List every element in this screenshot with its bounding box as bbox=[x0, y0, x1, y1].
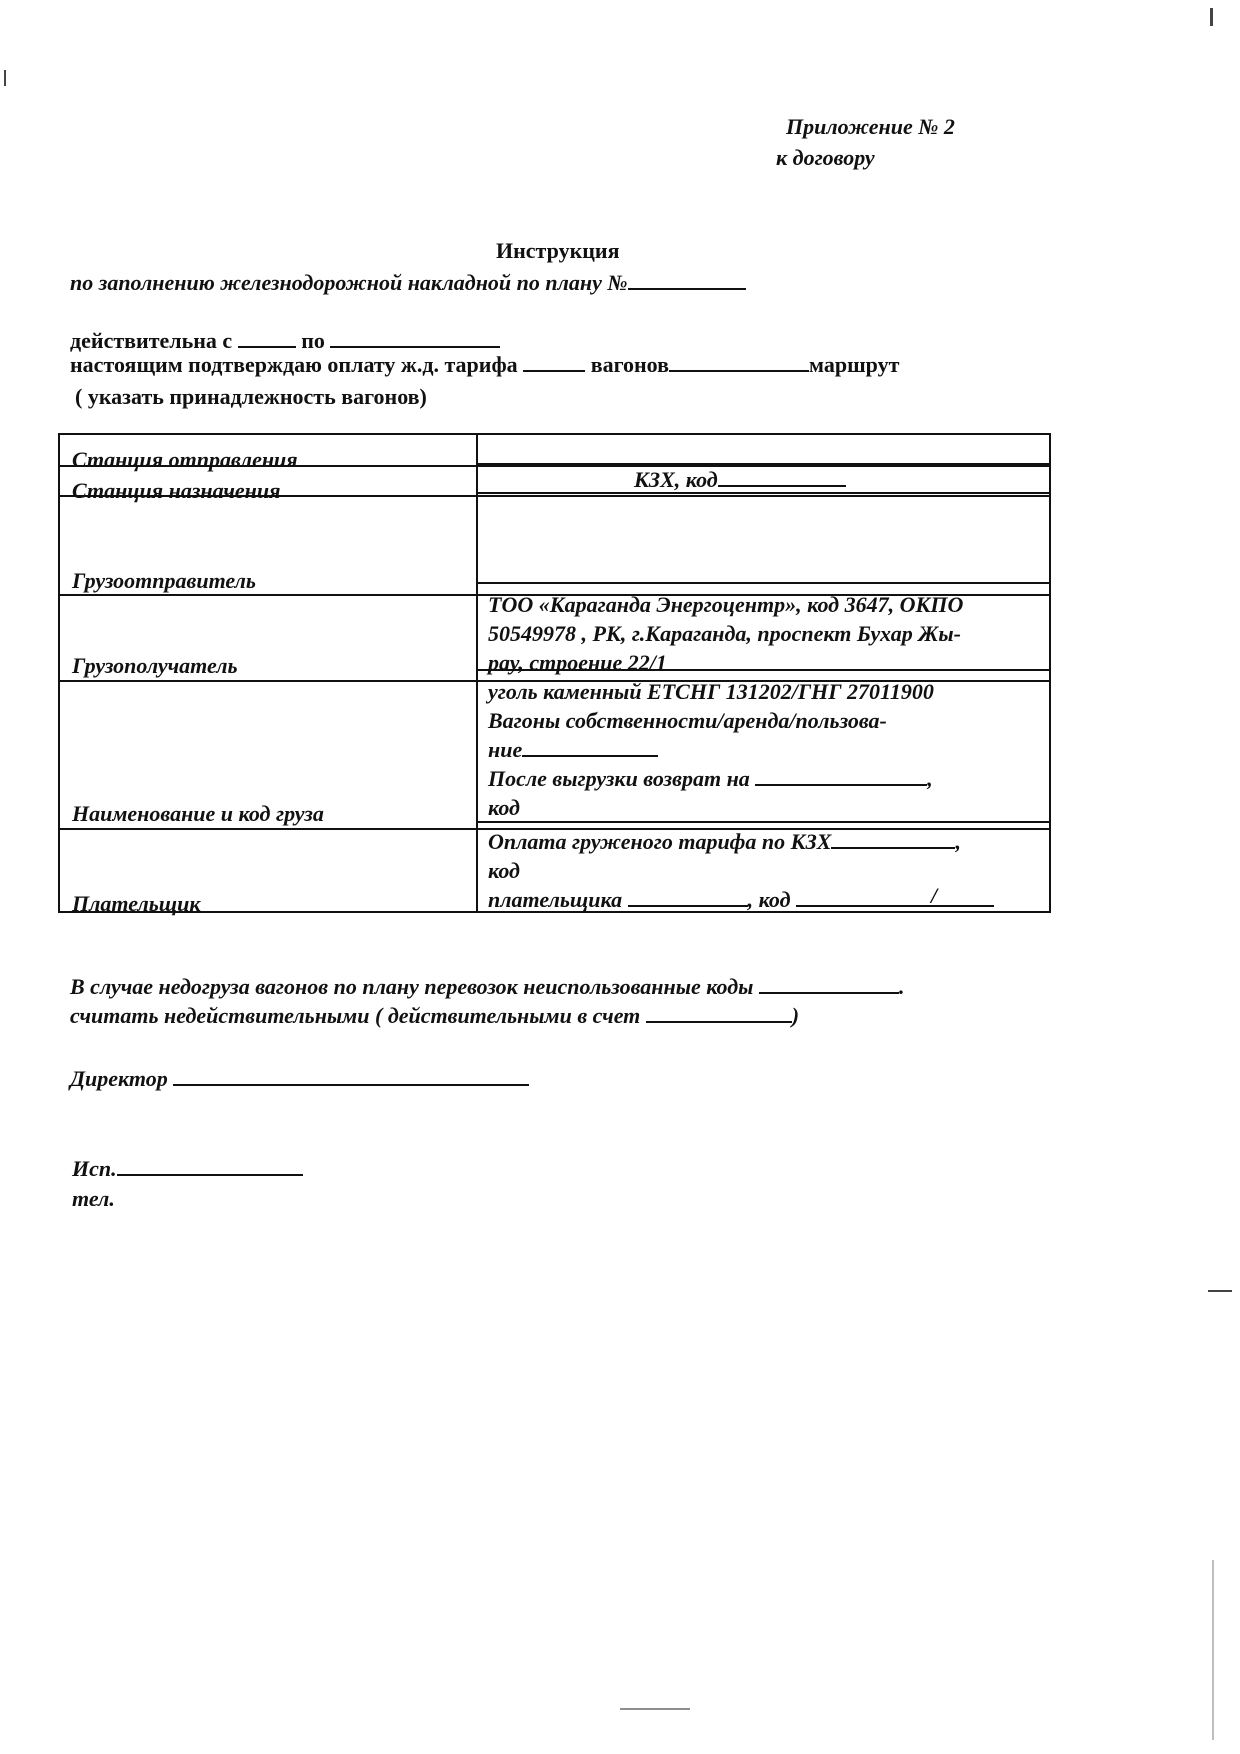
consignee-line: рау, строение 22/1 bbox=[488, 650, 667, 675]
payer-label: плательщика bbox=[488, 887, 623, 912]
payer-value bbox=[488, 827, 994, 914]
return-code-label: код bbox=[488, 795, 520, 820]
specify-note: ( указать принадлежность вагонов) bbox=[75, 384, 427, 409]
row-label-payer: Плательщик bbox=[72, 891, 201, 916]
confirm-label: настоящим подтверждаю оплату ж.д. тарифа bbox=[70, 352, 518, 377]
wagons-label: вагонов bbox=[590, 352, 670, 377]
column-divider bbox=[476, 435, 478, 911]
credit-field[interactable] bbox=[646, 1020, 792, 1023]
destination-station-value bbox=[634, 465, 846, 494]
payer-tariff-field[interactable] bbox=[831, 846, 955, 849]
cargo-line bbox=[488, 735, 934, 764]
valid-to-label: по bbox=[301, 328, 325, 353]
payer-field[interactable] bbox=[628, 904, 748, 907]
director-row bbox=[70, 1066, 529, 1092]
validity-row bbox=[70, 328, 500, 354]
consignee-line: ТОО «Караганда Энергоцентр», код 3647, ОКПО bbox=[488, 592, 964, 617]
cargo-line bbox=[488, 793, 934, 822]
phone-label: тел. bbox=[72, 1186, 115, 1211]
cargo-line: уголь каменный ЕТСНГ 131202/ГНГ 27011900 bbox=[488, 679, 934, 704]
executor-row bbox=[72, 1156, 303, 1182]
appendix-label: Приложение № 2 bbox=[786, 114, 955, 139]
scan-mark bbox=[620, 1708, 690, 1710]
payer-line: Оплата груженого тарифа по КЗХ , bbox=[488, 829, 961, 854]
subtitle-text: по заполнению железнодорожной накладной по плану № bbox=[70, 270, 628, 295]
director-label: Директор bbox=[70, 1066, 168, 1091]
cargo-value bbox=[488, 677, 934, 822]
valid-from-field[interactable] bbox=[238, 345, 296, 348]
valid-from-label: действительна с bbox=[70, 328, 233, 353]
return-station-field[interactable] bbox=[755, 783, 927, 786]
cargo-ownership-suffix: ние bbox=[488, 737, 523, 762]
row-divider-right bbox=[476, 582, 1049, 584]
consignee-value bbox=[488, 590, 963, 677]
tariff-field[interactable] bbox=[523, 369, 585, 372]
confirm-row bbox=[70, 352, 899, 378]
payer-line: код bbox=[488, 858, 520, 883]
document-subtitle bbox=[70, 270, 746, 296]
row-label-cargo: Наименование и код груза bbox=[72, 801, 324, 826]
consignee-line: 50549978 , РК, г.Караганда, проспект Бухар Жы- bbox=[488, 621, 962, 646]
payer-code-label: , код bbox=[747, 887, 791, 912]
director-signature-field[interactable] bbox=[173, 1083, 529, 1086]
destination-code-field[interactable] bbox=[718, 484, 846, 487]
unused-codes-field[interactable] bbox=[759, 991, 899, 994]
cargo-line: После выгрузки возврат на , bbox=[488, 766, 933, 791]
cargo-line: Вагоны собственности/аренда/пользова- bbox=[488, 708, 887, 733]
underload-text-1: В случае недогруза вагонов по плану перевозок неиспользованные коды bbox=[70, 974, 754, 999]
row-label-destination-station: Станция назначения bbox=[72, 478, 281, 503]
scan-mark bbox=[1208, 1290, 1232, 1292]
underload-line-1: В случае недогруза вагонов по плану перевозок неиспользованные коды . bbox=[70, 974, 905, 999]
scan-mark bbox=[1212, 1560, 1214, 1740]
valid-to-field[interactable] bbox=[330, 345, 500, 348]
code-slash: / bbox=[931, 883, 938, 908]
underload-line-2: считать недействительными ( действительными в счет ) bbox=[70, 1003, 800, 1028]
row-label-shipper: Грузоотправитель bbox=[72, 568, 256, 593]
payer-line bbox=[488, 885, 994, 914]
row-label-consignee: Грузополучатель bbox=[72, 653, 238, 678]
executor-field[interactable] bbox=[117, 1173, 303, 1176]
scan-mark bbox=[4, 70, 6, 86]
document-title: Инструкция bbox=[496, 238, 620, 263]
wagons-field[interactable] bbox=[669, 369, 809, 372]
return-label: После выгрузки возврат на bbox=[488, 766, 750, 791]
payer-tariff-label: Оплата груженого тарифа по КЗХ bbox=[488, 829, 832, 854]
waybill-table bbox=[58, 433, 1051, 916]
underload-text-2: считать недействительными ( действительными в счет bbox=[70, 1003, 641, 1028]
wagon-ownership-field[interactable] bbox=[522, 754, 658, 757]
appendix-to-label: к договору bbox=[776, 145, 875, 170]
scan-mark bbox=[1210, 8, 1213, 26]
route-label: маршрут bbox=[809, 352, 900, 377]
destination-station-text: КЗХ, код bbox=[634, 467, 718, 492]
payer-code-field[interactable] bbox=[796, 904, 994, 907]
row-label-departure-station: Станция отправления bbox=[72, 447, 298, 472]
executor-label: Исп. bbox=[72, 1156, 117, 1181]
plan-number-field[interactable] bbox=[628, 287, 746, 290]
